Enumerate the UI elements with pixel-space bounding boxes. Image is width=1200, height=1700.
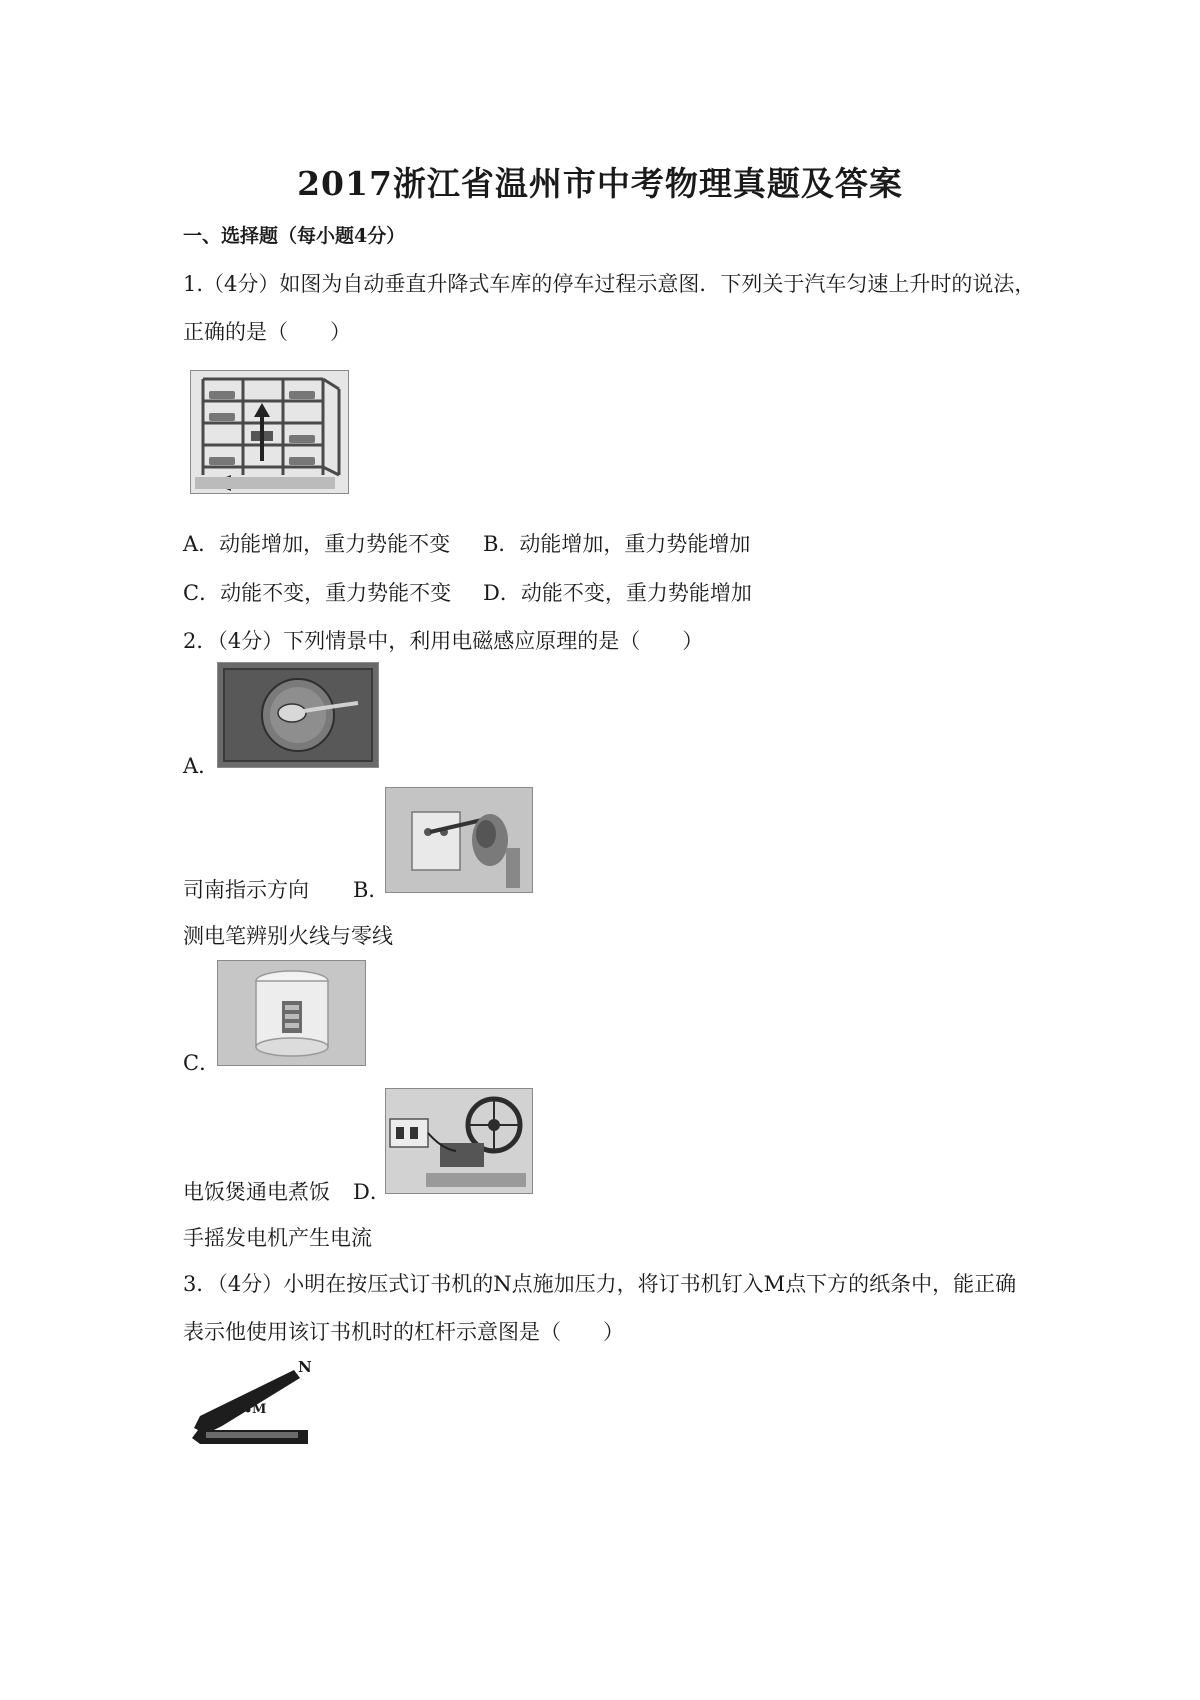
- q3-label-n: N: [298, 1358, 312, 1376]
- q1-stem-line1: 1.（4分）如图为自动垂直升降式车库的停车过程示意图．下列关于汽车匀速上升时的说法，: [183, 272, 1036, 296]
- q2-option-c-caption: 电饭煲通电煮饭: [183, 1180, 330, 1204]
- q1-option-c: C．动能不变，重力势能不变: [183, 581, 452, 605]
- q3-stem-line1: 3．（4分）小明在按压式订书机的N点施加压力，将订书机钉入M点下方的纸条中，能正确: [183, 1272, 1017, 1296]
- q2-option-d-caption: 手摇发电机产生电流: [183, 1226, 372, 1250]
- q1-option-d: D．动能不变，重力势能增加: [483, 581, 752, 605]
- q2-option-d-letter: D．: [353, 1180, 391, 1204]
- q2-option-b-letter: B．: [353, 878, 390, 902]
- q2-compass-sinan-figure: [217, 662, 379, 768]
- q2-option-a-letter: A．: [183, 754, 220, 778]
- q1-parking-garage-figure: [190, 370, 349, 494]
- q3-label-m: M: [252, 1402, 267, 1417]
- q2-test-pen-figure: [385, 787, 533, 893]
- q2-hand-generator-figure: [385, 1088, 533, 1194]
- q2-rice-cooker-figure: [217, 960, 366, 1066]
- page-title: 2017浙江省温州市中考物理真题及答案: [297, 164, 903, 203]
- q2-stem: 2．（4分）下列情景中，利用电磁感应原理的是（ ）: [183, 629, 704, 653]
- q3-stem-line2: 表示他使用该订书机时的杠杆示意图是（ ）: [183, 1320, 624, 1344]
- section-heading: 一、选择题（每小题4分）: [183, 225, 406, 247]
- q3-stapler-figure: [186, 1358, 316, 1458]
- q2-option-a-caption: 司南指示方向: [183, 878, 309, 902]
- q1-option-b: B．动能增加，重力势能增加: [483, 532, 751, 556]
- q2-option-c-letter: C．: [183, 1051, 221, 1075]
- q1-option-a: A．动能增加，重力势能不变: [183, 532, 451, 556]
- q2-option-b-caption: 测电笔辨别火线与零线: [183, 924, 393, 948]
- q1-stem-line2: 正确的是（ ）: [183, 320, 351, 344]
